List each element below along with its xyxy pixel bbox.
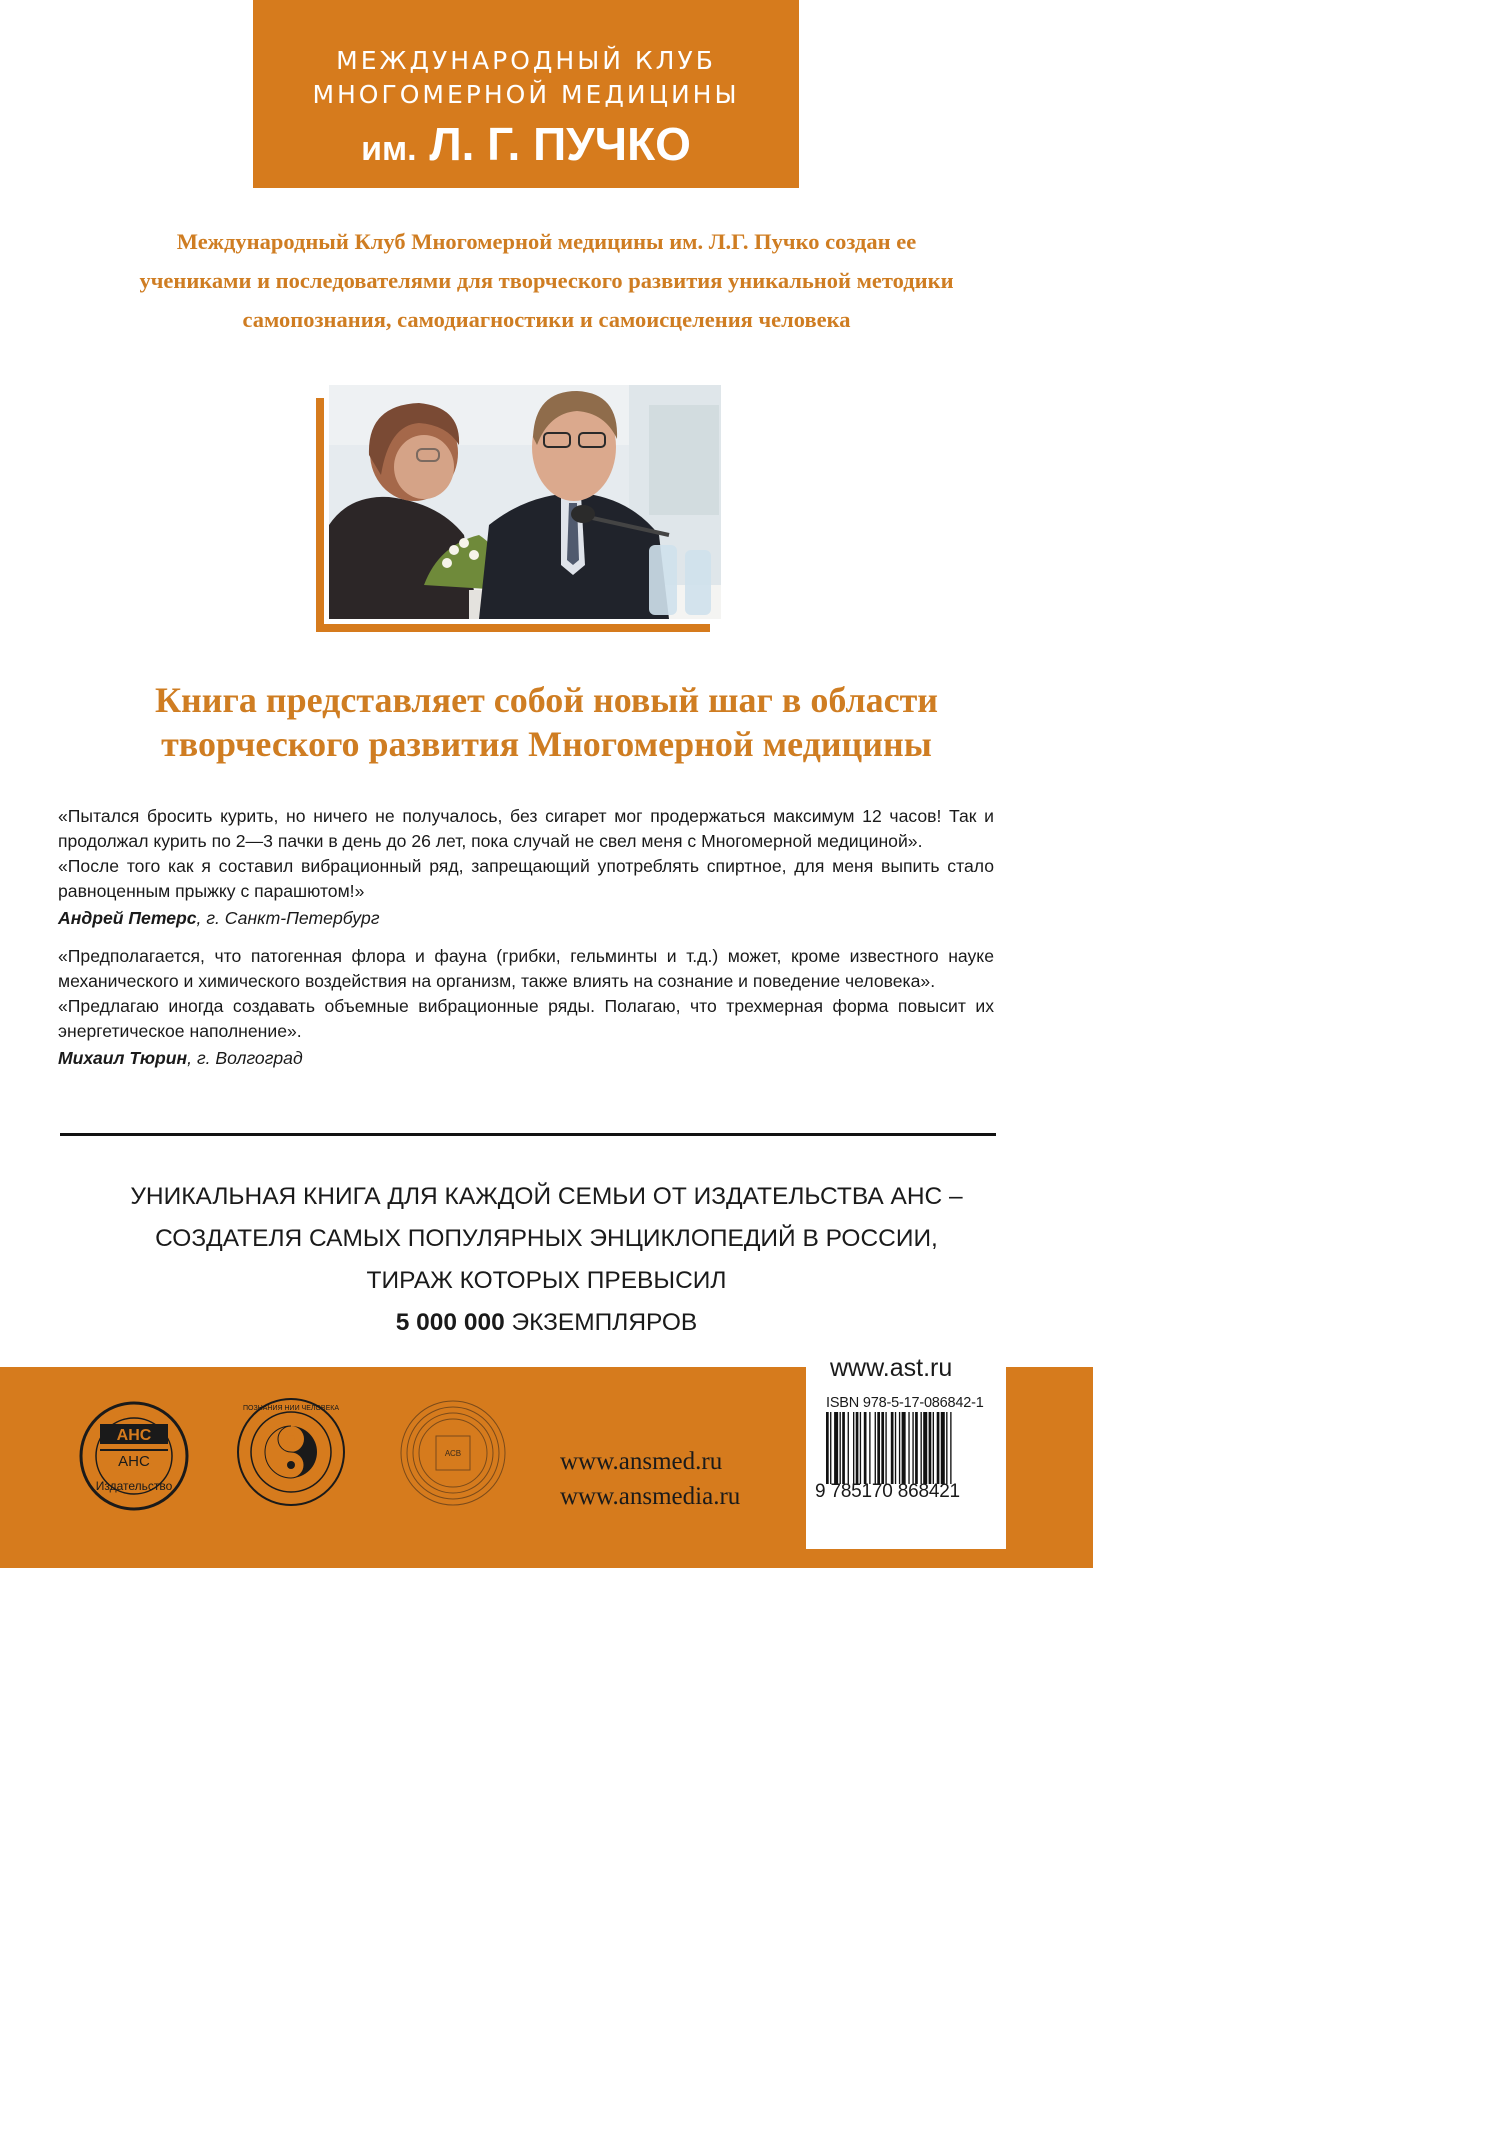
barcode-digits: 9 785170 868421 [815, 1481, 960, 1502]
testimonial-1-quote-2: «После того как я составил вибрационный ряд, запрещающий употреблять спиртное, для меня выпить стало равноценным прыжку с парашютом!» [58, 856, 994, 901]
headline-line-2: творческого развития Многомерной медицины [161, 724, 932, 764]
asv-logo [398, 1398, 508, 1508]
photo-frame-bottom [316, 624, 710, 632]
headline-line-1: Книга представляет собой новый шаг в области [154, 680, 939, 720]
club-header-box [253, 0, 799, 188]
isbn-number: ISBN 978-5-17-086842-1 [826, 1395, 984, 1411]
testimonial-1-author: Андрей Петерс [58, 908, 197, 928]
logo1-top-text: АНС [116, 1427, 152, 1444]
publisher-promo [30, 1176, 1063, 1344]
photo-frame-left [316, 398, 324, 632]
header-name: Л. Г. ПУЧКО [429, 118, 691, 170]
url-ansmed[interactable]: www.ansmed.ru [560, 1448, 723, 1475]
testimonials [58, 804, 994, 1071]
testimonial-1-city: , г. Санкт-Петербург [196, 908, 380, 928]
promo-line-1: УНИКАЛЬНАЯ КНИГА ДЛЯ КАЖДОЙ СЕМЬИ ОТ ИЗДАТЕЛЬСТВА АНС – [130, 1183, 963, 1210]
promo-count-suffix: ЭКЗЕМПЛЯРОВ [504, 1309, 698, 1336]
conference-photo [329, 385, 721, 619]
promo-line-4 [30, 1302, 1063, 1344]
ans-publisher-logo [78, 1400, 190, 1512]
logo3-text: АСВ [444, 1449, 462, 1458]
testimonial-1-signature [58, 906, 994, 931]
promo-line-2: СОЗДАТЕЛЯ САМЫХ ПОПУЛЯРНЫХ ЭНЦИКЛОПЕДИЙ В РОССИИ, [155, 1225, 938, 1252]
barcode [826, 1412, 994, 1484]
promo-line-3: ТИРАЖ КОТОРЫХ ПРЕВЫСИЛ [366, 1267, 727, 1294]
header-line-1: МЕЖДУНАРОДНЫЙ КЛУБ [336, 46, 716, 75]
testimonial-2-signature [58, 1046, 994, 1071]
footer-urls [560, 1444, 740, 1514]
header-prefix: им. [361, 130, 417, 168]
site-url[interactable]: www.ast.ru [830, 1354, 953, 1382]
promo-count: 5 000 000 [395, 1309, 505, 1336]
section-divider [60, 1133, 996, 1136]
logo1-bottom-text: Издательство [95, 1479, 173, 1493]
url-ansmedia[interactable]: www.ansmedia.ru [560, 1483, 741, 1510]
book-headline [30, 678, 1063, 766]
testimonial-2-author: Михаил Тюрин [58, 1048, 188, 1068]
intro-line-2: учениками и последователями для творческого развития уникальной методики [139, 268, 954, 293]
testimonial-2-city: , г. Волгоград [187, 1048, 303, 1068]
header-club-name [253, 118, 799, 175]
institute-yin-yang-logo [235, 1396, 347, 1508]
testimonial-2-quote-2: «Предлагаю иногда создавать объемные вибрационные ряды. Полагаю, что трехмерная форма повысит их энергетическое наполнение». [58, 996, 994, 1041]
header-line-2: МНОГОМЕРНОЙ МЕДИЦИНЫ [312, 80, 740, 109]
intro-line-1: Международный Клуб Многомерной медицины им. Л.Г. Пучко создан ее [176, 229, 917, 254]
logo1-mid-text: АНС [118, 1453, 150, 1470]
testimonial-1-quote-1: «Пытался бросить курить, но ничего не получалось, без сигарет мог продержаться максимум 12 часов! Так и продолжал курить по 2—3 пачки в день до 26 лет, пока случай не свел меня с Многомерной медициной». [58, 806, 994, 851]
testimonial-2-quote-1: «Предполагается, что патогенная флора и фауна (грибки, гельминты и т.д.) может, кроме известного науке механического и химического воздействия на организм, также влиять на сознание и поведение человека». [58, 946, 994, 991]
intro-text [30, 222, 1063, 339]
logo2-ring-text: ПОЗНАНИЯ НИИ ЧЕЛОВЕКА [242, 1405, 340, 1412]
intro-line-3: самопознания, самодиагностики и самоисцеления человека [242, 307, 851, 332]
